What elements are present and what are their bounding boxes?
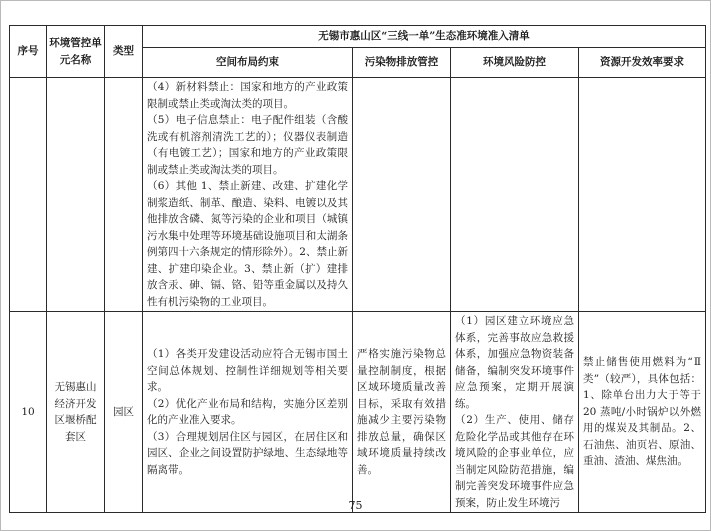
- cell-index: [10, 78, 47, 312]
- paragraph: （3）合理规划居住区与园区，在居住区和园区、企业之间设置防护绿地、生态绿地等隔离带。: [147, 430, 348, 476]
- cell-unit-name: 无锡惠山经济开发区堰桥配套区: [47, 312, 105, 513]
- paragraph: 禁止储售使用燃料为“Ⅱ类”（较严），具体包括：1、除单台出力大于等于 20 蒸吨/小时锅炉以外燃用的煤炭及其制品。2、石油焦、油页岩、原油、重油、渣油、煤焦油。: [583, 356, 702, 468]
- environment-access-table: [9, 25, 706, 513]
- paragraph: （4）新材料禁止：国家和地方的产业政策限制或禁止类或淘汰类的项目。: [147, 81, 348, 110]
- cell-risk-prevention: [451, 312, 579, 513]
- header-col-risk: 环境风险防控: [451, 48, 579, 78]
- paragraph: （2）生产、使用、储存危险化学品或其他存在环境风险的企事业单位，应当制定风险防范措施，编制完善突发环境事件应急预案，防止发生环境污: [455, 414, 574, 509]
- cell-spatial-constraints: [143, 78, 353, 312]
- header-col-type: 类型: [105, 26, 143, 78]
- paragraph: 严格实施污染物总量控制制度，根据区域环境质量改善目标，采取有效措施减少主要污染物排放总量，确保区域环境质量持续改善。: [357, 348, 446, 476]
- paragraph: （1）园区建立环境应急体系，完善事故应急救援体系，加强应急物资装备储备，编制突发环境事件应急预案，定期开展演练。: [455, 315, 574, 410]
- table-row: [10, 78, 706, 312]
- paragraph: （2）优化产业布局和结构，实施分区差别化的产业准入要求。: [147, 397, 348, 426]
- header-col-resource: 资源开发效率要求: [579, 48, 706, 78]
- cell-type: 园区: [105, 312, 143, 513]
- table-title: 无锡市惠山区“三线一单”生态准环境准入清单: [143, 26, 706, 48]
- cell-index: 10: [10, 312, 47, 513]
- cell-unit-name: [47, 78, 105, 312]
- header-col-unit-name: 环境管控单元名称: [47, 26, 105, 78]
- cell-resource-efficiency: [579, 312, 706, 513]
- table-row: [10, 312, 706, 513]
- cell-spatial-constraints: [143, 312, 353, 513]
- header-title-row: [10, 26, 706, 48]
- cell-resource-efficiency: [579, 78, 706, 312]
- header-col-pollutant: 污染物排放管控: [353, 48, 451, 78]
- paragraph: （1）各类开发建设活动应符合无锡市国土空间总体规划、控制性详细规划等相关要求。: [147, 348, 348, 393]
- cell-type: [105, 78, 143, 312]
- cell-risk-prevention: [451, 78, 579, 312]
- page-number: 75: [348, 499, 363, 512]
- paragraph: （6）其他 1、禁止新建、改建、扩建化学制浆造纸、制革、酿造、染料、电镀以及其他排放含磷、氮等污染的企业和项目（城镇污水集中处理等环境基础设施项目和太湖条例第四十六条规定的情形除外）。2、禁止新建、扩建印染企业。3、禁止新（扩）建排放含汞、砷、镉、铬、铅等重金属以及持久性有机污染物的工业项目。: [147, 180, 348, 308]
- cell-pollutant-control: [353, 312, 451, 513]
- cell-pollutant-control: [353, 78, 451, 312]
- header-col-index: 序号: [10, 26, 47, 78]
- paragraph: （5）电子信息禁止：电子配件组装（含酸洗或有机溶剂清洗工艺的）；仪器仪表制造（有电镀工艺）；国家和地方的产业政策限制或禁止类或淘汰类的项目。: [147, 114, 348, 176]
- header-col-spatial: 空间布局约束: [143, 48, 353, 78]
